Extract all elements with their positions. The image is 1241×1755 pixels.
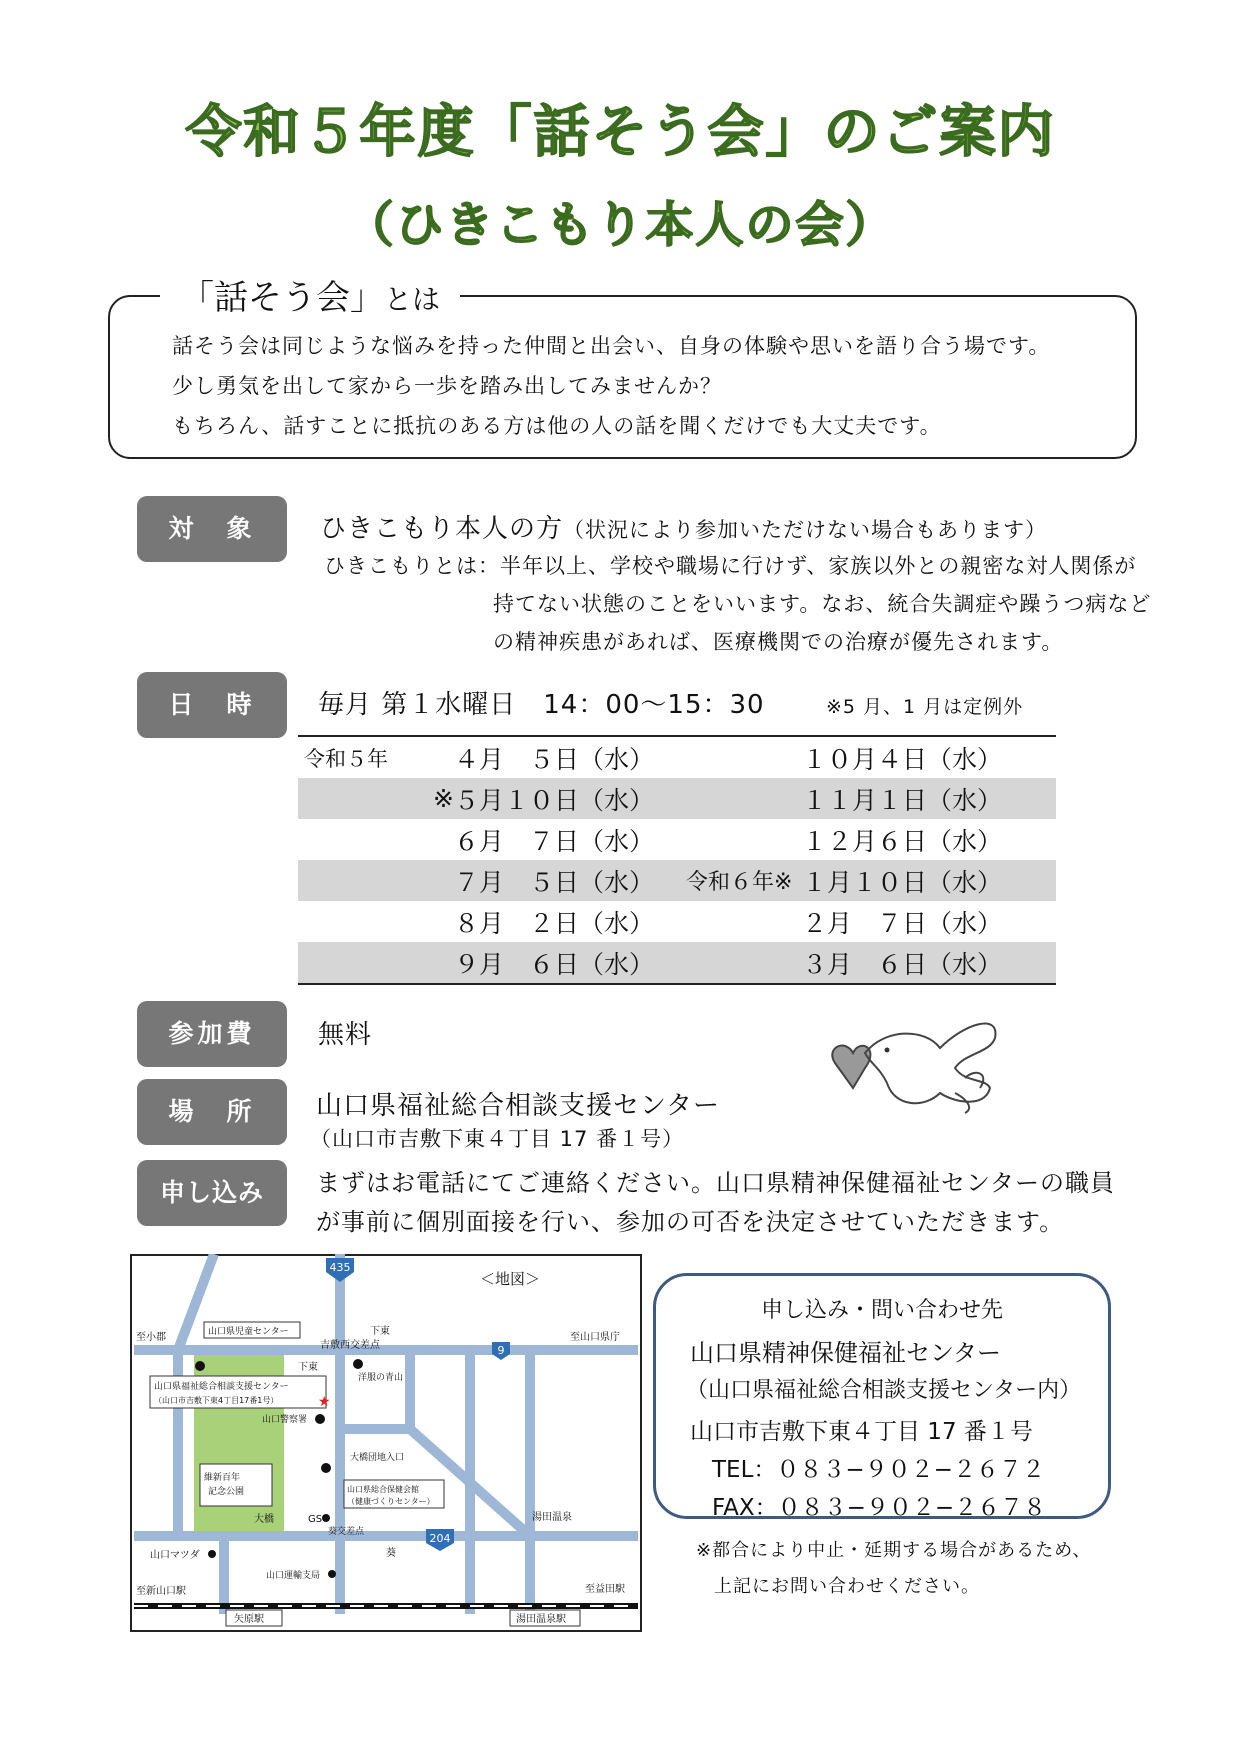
- map-park-l1: 維新百年: [204, 1473, 241, 1483]
- datetime-summary: 毎月 第１水曜日 14：00〜15：30: [318, 690, 765, 720]
- contact-org: 山口県精神保健福祉センター: [690, 1339, 1002, 1367]
- schedule-row: [298, 819, 1056, 860]
- map-shimohigashi: 下東: [298, 1362, 318, 1373]
- map-hoken-l1: 山口県総合保健会館: [347, 1485, 419, 1494]
- hoken-marker: [321, 1463, 331, 1473]
- contact-heading: 申し込み・問い合わせ先: [760, 1298, 1003, 1323]
- map-hoken-l2: （健康づくりセンター）: [347, 1497, 435, 1506]
- schedule-date: ６月 ７日（水）: [454, 826, 655, 856]
- schedule-era2: 令和６年※: [686, 860, 802, 901]
- schedule-era: [298, 778, 422, 819]
- schedule-date2: １月１０日（水）: [802, 860, 1056, 901]
- datetime-label: 日 時: [137, 672, 287, 738]
- schedule-mark: [422, 860, 454, 901]
- page-subtitle: （ひきこもり本人の会）: [345, 197, 896, 253]
- definition-line: 持てない状態のことをいいます。なお、統合失調症や躁うつ病など: [493, 592, 1152, 616]
- map-yofuku: 洋服の青山: [358, 1373, 404, 1383]
- map-unyu: 山口運輸支局: [266, 1571, 321, 1581]
- map-aoi: 葵: [386, 1548, 396, 1559]
- intro-heading-main: 「話そう会」: [180, 278, 384, 318]
- gs-marker: [322, 1514, 330, 1522]
- schedule-date2: １１月１日（水）: [802, 778, 1056, 819]
- definition-row: [324, 550, 1136, 580]
- map-yuda-onsen: 湯田温泉: [532, 1512, 572, 1523]
- map-heading: ＜地図＞: [480, 1270, 541, 1288]
- target-main: ひきこもり本人の方: [320, 514, 564, 544]
- schedule-row: [298, 942, 1056, 984]
- target-note: （状況により参加いただけない場合もあります）: [563, 518, 1048, 542]
- intro-line: 話そう会は同じような悩みを持った仲間と出会い、自身の体験や思いを語り合う場です。: [172, 334, 1051, 358]
- schedule-mark: [422, 901, 454, 942]
- schedule-era: [298, 819, 422, 860]
- schedule-era: 令和５年: [304, 746, 388, 771]
- apply-line: が事前に個別面接を行い、参加の可否を決定させていただきます。: [316, 1208, 1065, 1236]
- schedule-era2: [686, 778, 802, 819]
- apply-label: 申し込み: [137, 1160, 287, 1226]
- contact-tel: TEL：０８３−９０２−２６７２: [712, 1457, 1045, 1483]
- schedule-era2: [686, 901, 802, 942]
- schedule-era2: [686, 819, 802, 860]
- map-mazda: 山口マツダ: [150, 1550, 200, 1561]
- fee-value: 無料: [318, 1020, 373, 1050]
- mazda-marker: [208, 1550, 216, 1558]
- schedule-table: [298, 735, 1056, 985]
- map-fukushi-center-l2: （山口市吉敷下東4丁目17番1号）: [154, 1396, 279, 1405]
- route-9-label: 9: [497, 1344, 505, 1357]
- keisatsu-marker: [315, 1414, 325, 1424]
- route-435-label: 435: [329, 1261, 351, 1274]
- map-aoi-cross: 葵交差点: [328, 1527, 365, 1537]
- map-to-masuda: 至益田駅: [585, 1584, 625, 1595]
- definition-line: の精神疾患があれば、医療機関での治療が優先されます。: [493, 630, 1064, 654]
- intro-heading: [160, 270, 460, 319]
- target-main-row: [320, 508, 1047, 545]
- schedule-mark: ※: [422, 778, 454, 819]
- schedule-date2: ３月 ６日（水）: [802, 942, 1056, 984]
- schedule-era2: [686, 942, 802, 984]
- map-to-ogori: 至小郡: [136, 1332, 166, 1343]
- footnote-line: 上記にお問い合わせください。: [714, 1576, 980, 1597]
- map-park-l2: 記念公園: [208, 1487, 245, 1497]
- schedule-era: [298, 860, 422, 901]
- definition-lead: ひきこもりとは：: [324, 554, 500, 578]
- place-label: 場 所: [137, 1079, 287, 1145]
- schedule-date: ７月 ５日（水）: [454, 860, 686, 901]
- bird-icon: [865, 1024, 995, 1104]
- route-204-label: 204: [429, 1532, 451, 1545]
- map-to-kencho: 至山口県庁: [570, 1332, 620, 1343]
- place-name: 山口県福祉総合相談支援センター: [316, 1091, 720, 1121]
- jidou-center-marker: [195, 1361, 205, 1371]
- footnote-line: ※都合により中止・延期する場合があるため、: [696, 1540, 1092, 1561]
- fee-label: 参加費: [137, 1001, 287, 1067]
- unyu-marker: [328, 1570, 336, 1578]
- schedule-date2: １０月４日（水）: [802, 744, 1003, 774]
- schedule-date: ５月１０日（水）: [454, 778, 686, 819]
- bird-eye-icon: [885, 1048, 890, 1053]
- access-map: [130, 1254, 642, 1632]
- intro-heading-suffix: とは: [384, 283, 441, 316]
- schedule-mark: [422, 942, 454, 984]
- map-ohashi: 大橋: [254, 1514, 274, 1525]
- schedule-date: ８月 ２日（水）: [454, 908, 655, 938]
- schedule-era: [298, 942, 422, 984]
- contact-address: 山口市吉敷下東４丁目 17 番１号: [690, 1419, 1033, 1445]
- map-jidou-center: 山口県児童センター: [208, 1327, 289, 1337]
- definition-line: 半年以上、学校や職場に行けず、家族以外との親密な対人関係が: [500, 554, 1137, 578]
- destination-star-icon: ★: [318, 1394, 331, 1410]
- map-yoshiki-nishi: 吉敷西交差点: [320, 1340, 380, 1351]
- map-yuda-sta: 湯田温泉駅: [516, 1614, 566, 1625]
- schedule-row: [298, 736, 1056, 778]
- schedule-row: [298, 901, 1056, 942]
- map-fukushi-center-l1: 山口県福祉総合相談支援センター: [154, 1382, 289, 1392]
- map-oosaki-entrance: 大橋団地入口: [350, 1453, 405, 1463]
- schedule-date2: １２月６日（水）: [802, 826, 1003, 856]
- yofuku-marker: [353, 1359, 363, 1369]
- target-label: 対 象: [137, 496, 287, 562]
- map-shimohigashi-top: 下東: [370, 1326, 390, 1337]
- schedule-date2: ２月 ７日（水）: [802, 908, 1003, 938]
- intro-line: 少し勇気を出して家から一歩を踏み出してみませんか？: [172, 374, 722, 398]
- park-label-box: [200, 1464, 272, 1506]
- apply-line: まずはお電話にてご連絡ください。山口県精神保健福祉センターの職員: [316, 1169, 1116, 1197]
- map-keisatsu: 山口警察署: [262, 1415, 308, 1425]
- schedule-mark: [422, 819, 454, 860]
- schedule-date: ９月 ６日（水）: [454, 942, 686, 984]
- schedule-row: [298, 778, 1056, 819]
- intro-line: もちろん、話すことに抵抗のある方は他の人の話を聞くだけでも大丈夫です。: [172, 414, 942, 438]
- datetime-exception: ※5 月、1 月は定例外: [826, 696, 1024, 718]
- bird-illustration: [815, 1008, 1015, 1128]
- schedule-date: ４月 ５日（水）: [454, 744, 655, 774]
- place-address: （山口市吉敷下東４丁目 17 番１号）: [310, 1127, 685, 1151]
- schedule-era: [298, 901, 422, 942]
- map-gs: GS: [308, 1514, 323, 1525]
- schedule-row: [298, 860, 1056, 901]
- schedule-mark: [422, 736, 454, 778]
- contact-fax: FAX：０８３−９０２−２６７８: [712, 1495, 1047, 1521]
- schedule-era2: [686, 736, 802, 778]
- contact-org-sub: （山口県福祉総合相談支援センター内）: [686, 1378, 1082, 1403]
- map-to-shinyamaguchi: 至新山口駅: [136, 1586, 186, 1597]
- map-yabara-sta: 矢原駅: [234, 1614, 264, 1625]
- page-title: 令和５年度「話そう会」のご案内: [185, 100, 1056, 165]
